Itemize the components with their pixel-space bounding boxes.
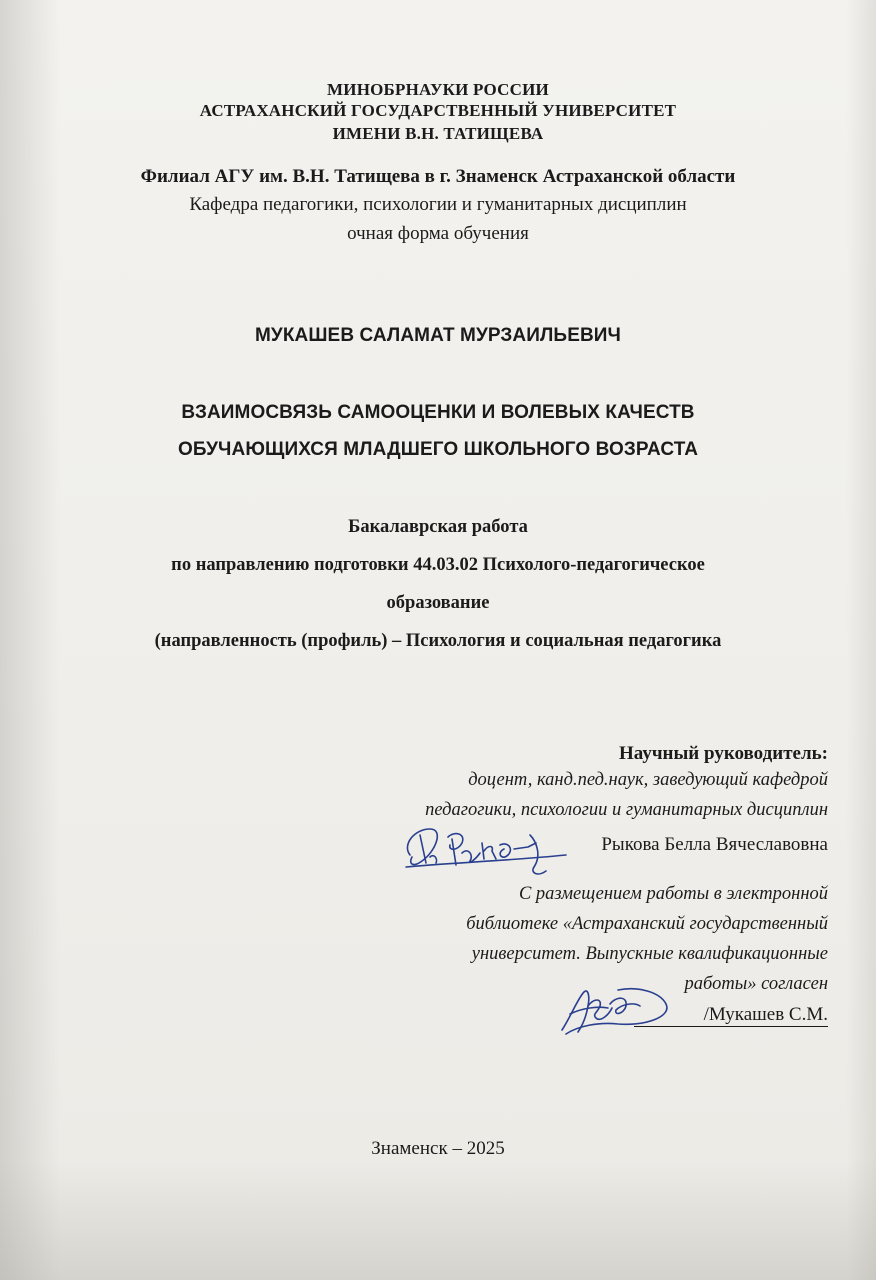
- supervisor-signature: [396, 815, 571, 883]
- supervisor-name: Рыкова Белла Вячеславовна: [601, 834, 828, 855]
- university-name-line: ИМЕНИ В.Н. ТАТИЩЕВА: [332, 124, 544, 143]
- profile-line: (направленность (профиль) – Психология и социальная педагогика: [154, 631, 722, 651]
- university-line: АСТРАХАНСКИЙ ГОСУДАРСТВЕННЫЙ УНИВЕРСИТЕТ: [199, 101, 677, 120]
- student-signature: [548, 978, 678, 1040]
- work-type: Бакалаврская работа: [348, 517, 528, 537]
- branch-line: Филиал АГУ им. В.Н. Татищева в г. Знаменск Астраханской области: [140, 166, 736, 187]
- department-line: Кафедра педагогики, психологии и гуманитарных дисциплин: [189, 194, 687, 215]
- supervisor-position-1: доцент, канд.пед.наук, заведующий кафедрой: [468, 770, 828, 790]
- thesis-title-line-2: ОБУЧАЮЩИХСЯ МЛАДШЕГО ШКОЛЬНОГО ВОЗРАСТА: [177, 439, 699, 460]
- consent-line-4: работы» согласен: [684, 974, 828, 994]
- author-name: МУКАШЕВ САЛАМАТ МУРЗАИЛЬЕВИЧ: [254, 325, 621, 346]
- consent-line-1: С размещением работы в электронной: [518, 884, 828, 904]
- ministry-line: МИНОБРНАУКИ РОССИИ: [327, 80, 549, 99]
- study-form-line: очная форма обучения: [347, 223, 529, 244]
- thesis-title-line-1: ВЗАИМОСВЯЗЬ САМООЦЕНКИ И ВОЛЕВЫХ КАЧЕСТВ: [181, 402, 695, 423]
- consent-line-2: библиотеке «Астраханский государственный: [466, 914, 828, 934]
- consent-line-3: университет. Выпускные квалификационные: [471, 944, 828, 964]
- supervisor-position-2: педагогики, психологии и гуманитарных дисциплин: [425, 800, 828, 820]
- consent-signer: /Мукашев С.М.: [703, 1004, 828, 1025]
- direction-line-2: образование: [386, 593, 490, 613]
- city-year: Знаменск – 2025: [371, 1138, 505, 1159]
- direction-line-1: по направлению подготовки 44.03.02 Психолого-педагогическое: [171, 555, 705, 575]
- supervisor-heading: Научный руководитель:: [619, 743, 828, 764]
- page-shadow-bottom: [0, 1160, 876, 1280]
